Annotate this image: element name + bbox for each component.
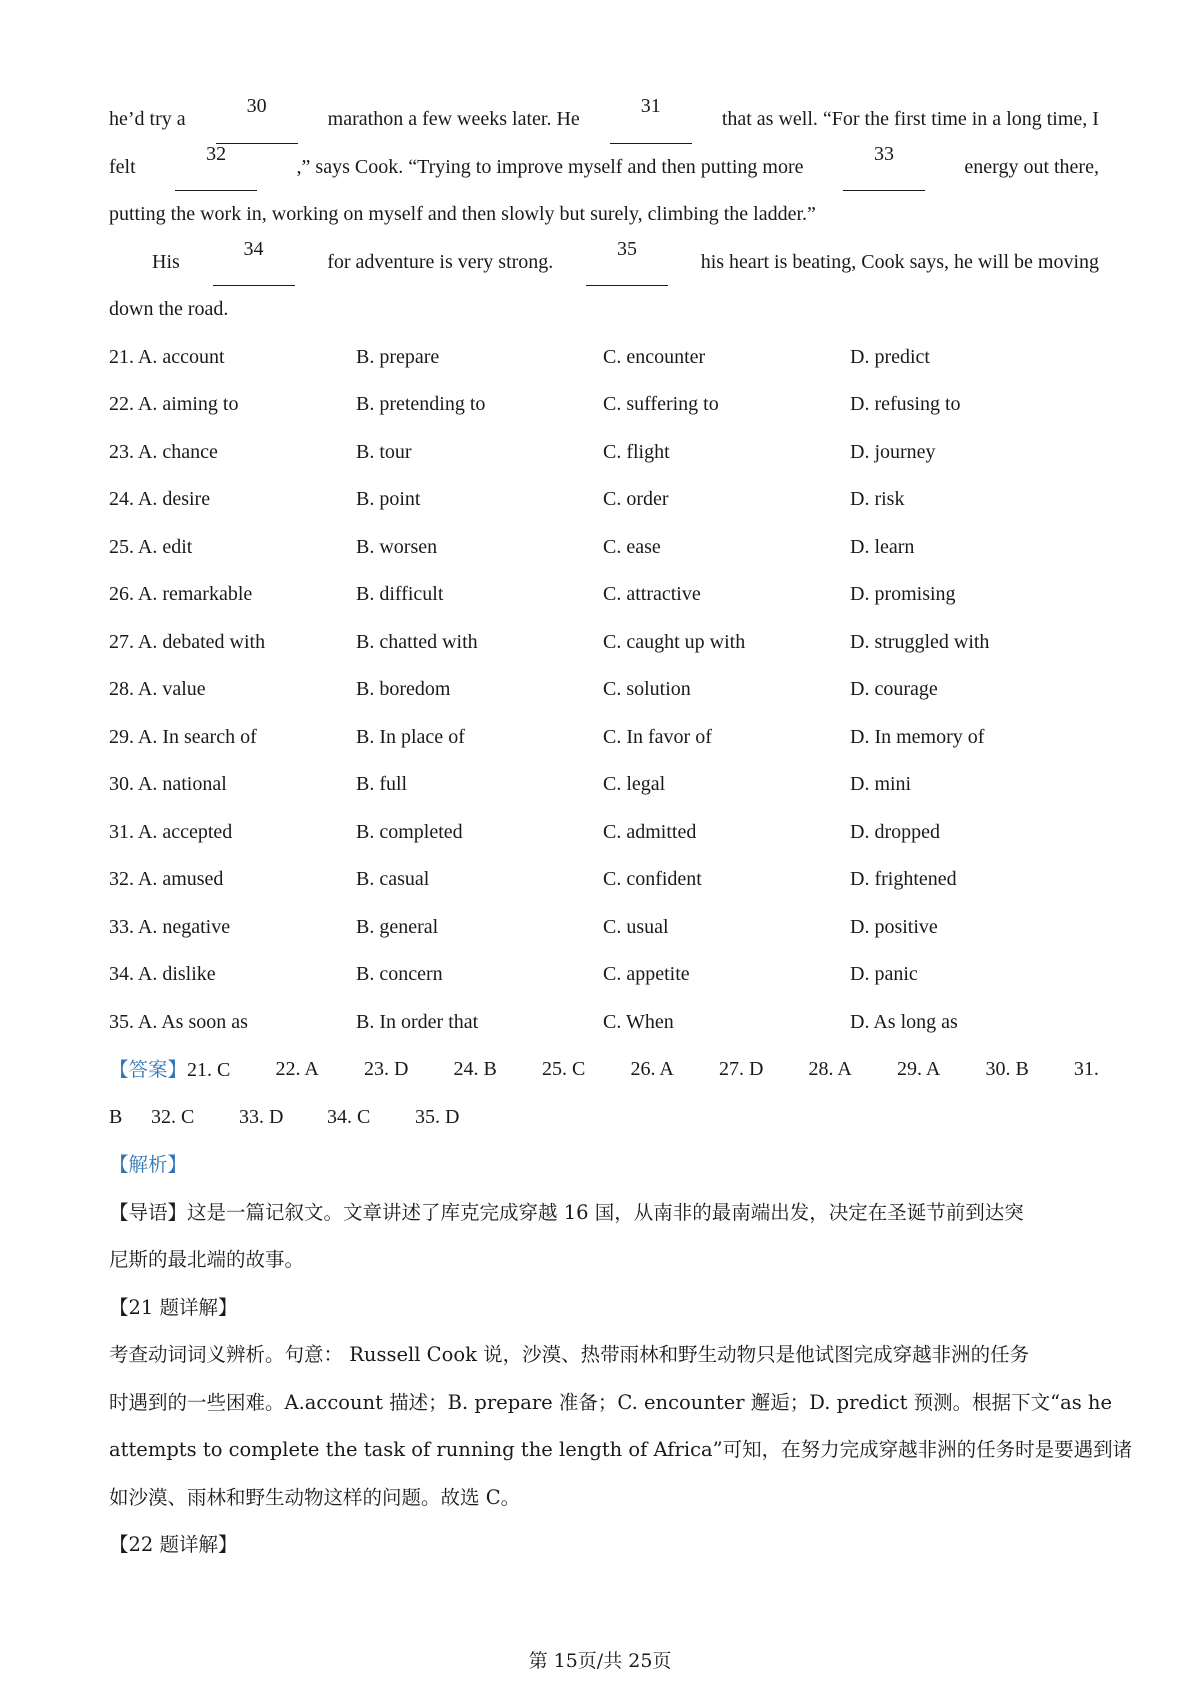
passage-text: he’d try a bbox=[109, 108, 186, 130]
option-b: B. difficult bbox=[356, 583, 444, 605]
option-b: B. completed bbox=[356, 820, 463, 843]
q21-line-3: attempts to complete the task of running the length of Africa”可知，在努力完成穿越非洲的任务时是要遇到诸 bbox=[109, 1438, 1133, 1461]
blank-32: 32 bbox=[175, 144, 257, 192]
intro-line-1 bbox=[109, 1189, 1099, 1237]
question-row-34 bbox=[109, 951, 1099, 999]
passage-text: marathon a few weeks later. He bbox=[327, 108, 580, 130]
option-d: D. journey bbox=[850, 440, 936, 463]
question-row-31 bbox=[109, 809, 1099, 857]
option-a: 23. A. chance bbox=[109, 440, 218, 463]
q21-line-4: 如沙漠、雨林和野生动物这样的问题。故选 C。 bbox=[109, 1485, 521, 1509]
answer-key-row-2 bbox=[109, 1094, 1099, 1142]
answer-key-row-1 bbox=[109, 1046, 1099, 1094]
q21-line-2: 时遇到的一些困难。A.account 描述；B. prepare 准备；C. encounter 邂逅；D. predict 预测。根据下文“as he bbox=[109, 1390, 1113, 1414]
question-row-22 bbox=[109, 381, 1099, 429]
answer-item: B bbox=[109, 1105, 123, 1128]
option-c: C. appetite bbox=[603, 963, 690, 985]
passage-text: his heart is beating, Cook says, he will be moving bbox=[700, 250, 1099, 273]
question-row-29 bbox=[109, 714, 1099, 762]
option-d: D. positive bbox=[850, 915, 938, 938]
option-a: 26. A. remarkable bbox=[109, 583, 253, 605]
answer-item: 29. A bbox=[896, 1058, 941, 1080]
analysis-heading: 【解析】 bbox=[109, 1153, 188, 1176]
intro-line-2: 尼斯的最北端的故事。 bbox=[109, 1248, 305, 1271]
option-c: C. admitted bbox=[603, 820, 697, 843]
option-a: 31. A. accepted bbox=[109, 820, 233, 843]
option-c: C. attractive bbox=[603, 583, 701, 605]
question-row-30 bbox=[109, 761, 1099, 809]
intro-text: 【导语】这是一篇记叙文。文章讲述了库克完成穿越 16 国，从南非的最南端出发，决定在圣诞节前到达突 bbox=[109, 1200, 1024, 1224]
option-d: D. struggled with bbox=[850, 630, 990, 653]
answer-item: 25. C bbox=[542, 1058, 586, 1080]
option-c: C. encounter bbox=[603, 345, 706, 368]
option-b: B. tour bbox=[356, 440, 412, 463]
answer-item: 24. B bbox=[453, 1058, 497, 1080]
option-d: D. promising bbox=[850, 583, 956, 605]
option-a: 22. A. aiming to bbox=[109, 393, 239, 415]
q21-heading: 【21 题详解】 bbox=[109, 1295, 238, 1319]
q21-line-1: 考查动词词义辨析。句意： Russell Cook 说，沙漠、热带雨林和野生动物只是他试图完成穿越非洲的任务 bbox=[109, 1343, 1030, 1366]
option-a: 25. A. edit bbox=[109, 535, 193, 558]
option-d: D. courage bbox=[850, 678, 938, 700]
option-a: 24. A. desire bbox=[109, 488, 211, 510]
blank-33: 33 bbox=[843, 144, 925, 192]
option-c: C. order bbox=[603, 488, 669, 510]
option-d: D. dropped bbox=[850, 820, 940, 843]
option-d: D. panic bbox=[850, 963, 918, 985]
blank-34: 34 bbox=[213, 239, 295, 287]
passage-text: ,” says Cook. “Trying to improve myself and then putting more bbox=[296, 155, 804, 178]
option-a: 29. A. In search of bbox=[109, 725, 257, 748]
option-b: B. worsen bbox=[356, 535, 438, 558]
passage-text: His bbox=[152, 250, 180, 273]
option-d: D. refusing to bbox=[850, 393, 961, 415]
question-list bbox=[109, 334, 1099, 1047]
blank-31: 31 bbox=[610, 96, 692, 144]
option-b: B. In order that bbox=[356, 1010, 479, 1033]
answer-item: 33. D bbox=[239, 1105, 284, 1128]
passage-line-3: putting the work in, working on myself and then slowly but surely, climbing the ladder.” bbox=[109, 203, 816, 225]
passage-line-1 bbox=[109, 96, 1099, 144]
option-a: 33. A. negative bbox=[109, 915, 231, 938]
page-content bbox=[109, 95, 1133, 1569]
page-number-footer: 第 15页/共 25页 bbox=[528, 1650, 672, 1672]
question-row-32 bbox=[109, 856, 1099, 904]
passage-text: for adventure is very strong. bbox=[327, 250, 554, 273]
option-d: D. As long as bbox=[850, 1010, 958, 1033]
option-c: C. caught up with bbox=[603, 630, 746, 653]
option-d: D. frightened bbox=[850, 868, 957, 890]
answer-item: 26. A bbox=[630, 1058, 674, 1080]
option-d: D. risk bbox=[850, 488, 905, 510]
answer-group bbox=[109, 1046, 230, 1094]
passage-line-2 bbox=[109, 144, 1099, 192]
question-row-24 bbox=[109, 476, 1099, 524]
option-b: B. In place of bbox=[356, 725, 465, 748]
answer-label: 【答案】 bbox=[109, 1058, 188, 1081]
option-b: B. point bbox=[356, 488, 421, 510]
question-row-21 bbox=[109, 334, 1099, 382]
option-a: 34. A. dislike bbox=[109, 963, 216, 985]
question-row-33 bbox=[109, 904, 1099, 952]
option-b: B. concern bbox=[356, 963, 443, 985]
answer-item: 21. C bbox=[187, 1059, 231, 1081]
answer-item: 35. D bbox=[415, 1105, 460, 1128]
blank-35: 35 bbox=[586, 239, 668, 287]
option-c: C. suffering to bbox=[603, 393, 719, 415]
question-row-23 bbox=[109, 429, 1099, 477]
option-c: C. ease bbox=[603, 535, 661, 558]
passage-text: felt bbox=[109, 155, 136, 178]
option-c: C. solution bbox=[603, 678, 691, 700]
option-d: D. In memory of bbox=[850, 725, 985, 748]
option-c: C. legal bbox=[603, 773, 666, 795]
passage-line-5: down the road. bbox=[109, 298, 229, 320]
option-a: 35. A. As soon as bbox=[109, 1010, 248, 1033]
question-row-35 bbox=[109, 999, 1099, 1047]
question-row-27 bbox=[109, 619, 1099, 667]
question-row-28 bbox=[109, 666, 1099, 714]
passage-text: energy out there, bbox=[964, 155, 1099, 178]
passage-text: that as well. “For the first time in a long time, I bbox=[721, 108, 1099, 130]
option-a: 32. A. amused bbox=[109, 868, 224, 890]
option-a: 21. A. account bbox=[109, 345, 225, 368]
option-b: B. prepare bbox=[356, 345, 440, 368]
option-b: B. boredom bbox=[356, 678, 451, 700]
question-row-26 bbox=[109, 571, 1099, 619]
answer-item: 27. D bbox=[718, 1058, 764, 1080]
option-c: C. confident bbox=[603, 868, 702, 890]
answer-item: 31. bbox=[1073, 1058, 1099, 1080]
option-b: B. general bbox=[356, 915, 439, 938]
option-b: B. full bbox=[356, 773, 408, 795]
option-c: C. flight bbox=[603, 440, 670, 463]
option-b: B. pretending to bbox=[356, 393, 486, 415]
option-c: C. In favor of bbox=[603, 725, 712, 748]
option-d: D. mini bbox=[850, 773, 912, 795]
passage-line-4 bbox=[109, 239, 1099, 287]
option-d: D. learn bbox=[850, 535, 915, 558]
question-row-25 bbox=[109, 524, 1099, 572]
option-a: 27. A. debated with bbox=[109, 630, 266, 653]
option-b: B. casual bbox=[356, 868, 430, 890]
answer-item: 32. C bbox=[151, 1105, 195, 1128]
answer-item: 34. C bbox=[327, 1105, 371, 1128]
option-a: 28. A. value bbox=[109, 678, 206, 700]
option-d: D. predict bbox=[850, 345, 930, 368]
answer-item: 28. A bbox=[808, 1058, 852, 1080]
option-c: C. When bbox=[603, 1010, 674, 1033]
option-b: B. chatted with bbox=[356, 630, 478, 653]
answer-item: 22. A bbox=[275, 1058, 319, 1080]
option-a: 30. A. national bbox=[109, 773, 227, 795]
blank-30: 30 bbox=[216, 96, 298, 144]
answer-item: 30. B bbox=[985, 1058, 1029, 1080]
q22-heading: 【22 题详解】 bbox=[109, 1533, 238, 1556]
answer-item: 23. D bbox=[363, 1058, 409, 1080]
option-c: C. usual bbox=[603, 915, 669, 938]
